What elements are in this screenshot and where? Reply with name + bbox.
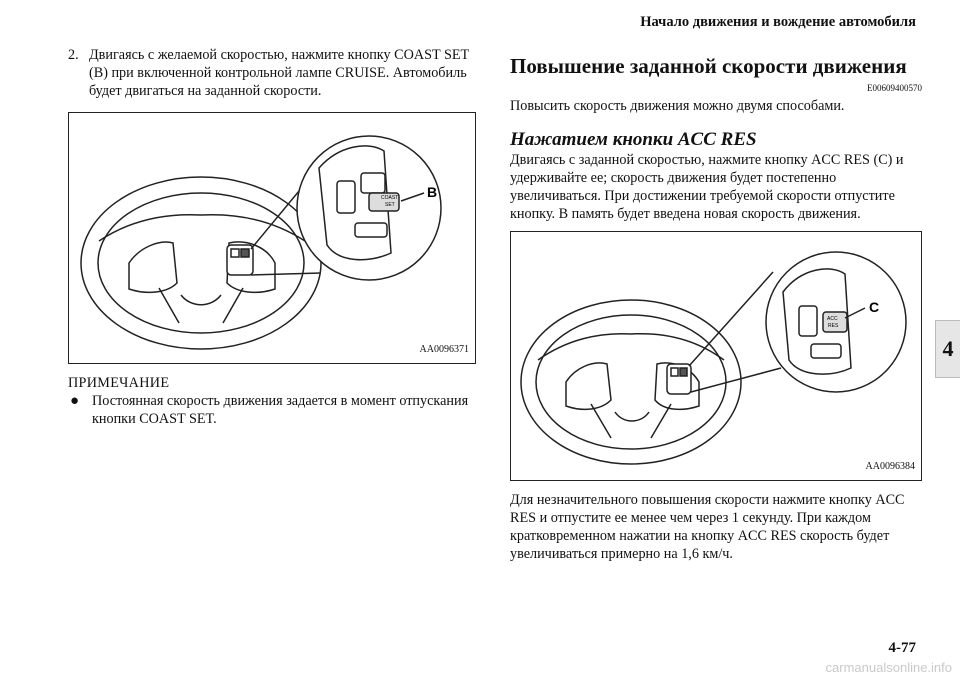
right-column	[510, 54, 922, 563]
section-code: E00609400570	[867, 83, 922, 93]
intro-text: Повысить скорость движения можно двумя способами.	[510, 98, 845, 114]
note-text: Постоянная скорость движения задается в момент отпускания кнопки COAST SET.	[92, 393, 469, 427]
left-column	[68, 46, 478, 428]
step-2	[68, 46, 478, 100]
step-number: 2.	[68, 47, 79, 63]
chapter-tab: 4	[935, 320, 960, 378]
figure-code: AA0096384	[865, 461, 915, 472]
step-text: Двигаясь с желаемой скоростью, нажмите кнопку COAST SET (B) при включенной контрольной лампе CRUISE. Автомобиль будет двигаться на заданной скорости.	[89, 47, 469, 99]
steering-wheel-figure-acc-res	[510, 231, 922, 481]
acc-label: ACC	[827, 316, 838, 322]
body-text-1: Двигаясь с заданной скоростью, нажмите кнопку ACC RES (C) и удерживайте ее; скорость движения будет постепенно увеличиваться. При достижении требуемой скорости отпустите кнопку. В память будет введена новая скорость движения.	[510, 152, 904, 222]
note-heading: ПРИМЕЧАНИЕ	[68, 375, 170, 391]
callout-c: C	[869, 299, 880, 315]
callout-b: B	[427, 184, 438, 200]
subheading: Нажатием кнопки ACC RES	[510, 129, 757, 150]
res-label: RES	[828, 323, 839, 329]
section-header: Начало движения и вождение автомобиля	[640, 14, 916, 30]
body-text-2: Для незначительного повышения скорости нажмите кнопку ACC RES и отпустите ее менее чем через 1 секунду. При каждом кратковременном нажатии на кнопку ACC RES скорость будет увеличиваться примерно на 1,6 км/ч.	[510, 492, 905, 562]
watermark: carmanualsonline.info	[825, 660, 952, 675]
page-number: 4-77	[888, 640, 916, 656]
steering-wheel-illustration	[69, 113, 475, 363]
bullet-icon: ●	[70, 393, 80, 409]
coast-label: COAST	[381, 195, 399, 201]
set-label: SET	[385, 202, 395, 208]
steering-wheel-figure-coast-set	[68, 112, 476, 364]
note-item	[68, 392, 478, 428]
section-heading: Повышение заданной скорости движения	[510, 54, 907, 78]
figure-code: AA0096371	[419, 344, 469, 355]
steering-wheel-illustration	[511, 232, 921, 480]
